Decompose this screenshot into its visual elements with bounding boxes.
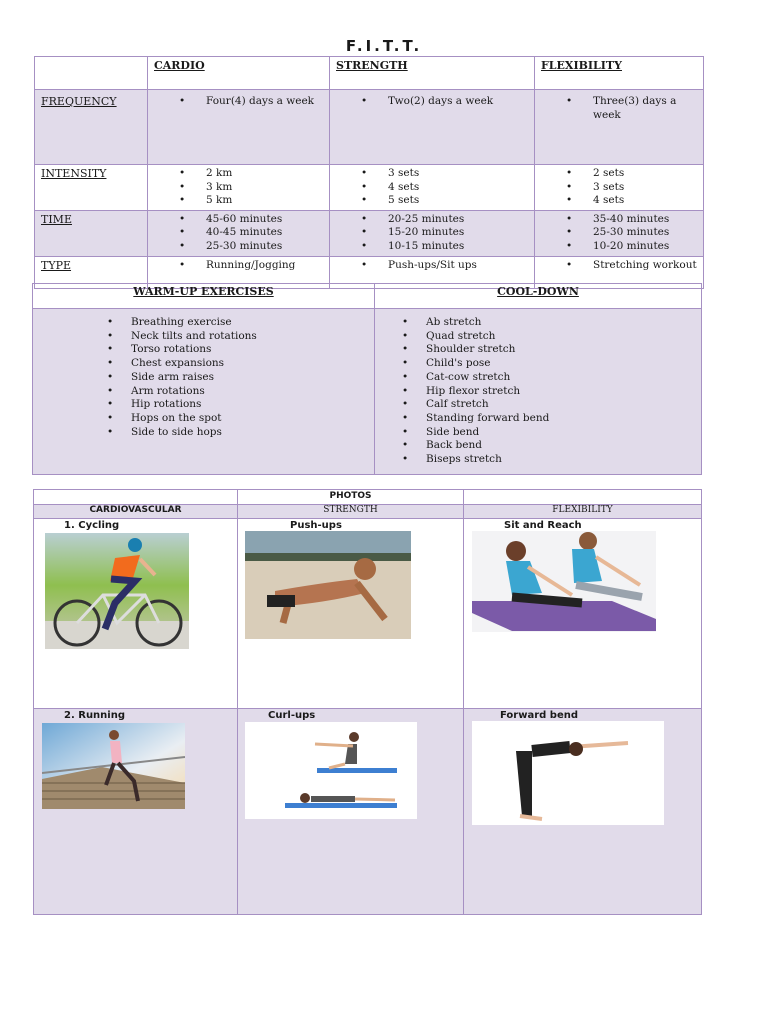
fitt-col-strength: STRENGTH xyxy=(330,57,535,90)
list-item: • Side bend xyxy=(375,426,701,440)
fitt-row-label: TYPE xyxy=(35,256,148,288)
photos-header-row xyxy=(34,505,702,519)
warmup-cooldown-header xyxy=(33,284,702,309)
list-item: • Hip flexor stretch xyxy=(375,385,701,399)
fitt-row-time xyxy=(35,210,704,256)
page-title: F.I.T.T. xyxy=(345,37,423,55)
list-item: • Calf stretch xyxy=(375,398,701,412)
cooldown-list xyxy=(375,316,701,467)
cycling-photo xyxy=(45,533,189,649)
fitt-cell: • 45-60 minutes • 40-45 minutes • 25-30 minutes xyxy=(148,210,330,256)
photo-label: Push-ups xyxy=(290,520,342,531)
photos-table xyxy=(33,489,702,915)
warmup-list xyxy=(33,316,374,439)
photo-label: Sit and Reach xyxy=(504,520,582,531)
photo-cell-sit-and-reach xyxy=(464,519,702,709)
list-item: • Hip rotations xyxy=(33,398,374,412)
photo-label: Curl-ups xyxy=(268,710,316,721)
fitt-row-label: INTENSITY xyxy=(35,165,148,211)
fitt-col-cardio: CARDIO xyxy=(148,57,330,90)
list-item: • Arm rotations xyxy=(33,385,374,399)
photo-cell-running xyxy=(34,709,238,915)
list-item: • Side arm raises xyxy=(33,371,374,385)
cooldown-heading: COOL-DOWN xyxy=(375,284,702,309)
fitt-header-row xyxy=(35,57,704,90)
fitt-row-label: TIME xyxy=(35,210,148,256)
curlups-photo xyxy=(245,722,417,819)
list-item: • Child's pose xyxy=(375,357,701,371)
photos-title-row xyxy=(34,490,702,505)
fitt-cell: • 35-40 minutes • 25-30 minutes • 10-20 minutes xyxy=(535,210,704,256)
list-item: • Torso rotations xyxy=(33,343,374,357)
list-item: • Neck tilts and rotations xyxy=(33,330,374,344)
running-photo xyxy=(42,723,185,809)
photos-col-strength: STRENGTH xyxy=(238,505,464,519)
fitt-col-flexibility: FLEXIBILITY xyxy=(535,57,704,90)
photo-label: 2. Running xyxy=(64,710,126,721)
photos-col-cardio: CARDIOVASCULAR xyxy=(34,505,238,519)
list-item: • Hops on the spot xyxy=(33,412,374,426)
fitt-row-label: FREQUENCY xyxy=(35,90,148,165)
sit-and-reach-photo xyxy=(472,531,656,632)
photo-label: Forward bend xyxy=(500,710,579,721)
list-item: • Side to side hops xyxy=(33,426,374,440)
list-item: • Cat-cow stretch xyxy=(375,371,701,385)
fitt-cell: • Four(4) days a week xyxy=(148,90,330,165)
list-item: • Chest expansions xyxy=(33,357,374,371)
warmup-heading: WARM-UP EXERCISES xyxy=(33,284,375,309)
fitt-cell: • 20-25 minutes • 15-20 minutes • 10-15 minutes xyxy=(330,210,535,256)
list-item: • Breathing exercise xyxy=(33,316,374,330)
photos-title-spacer xyxy=(464,490,702,505)
list-item: • Biseps stretch xyxy=(375,453,701,467)
fitt-cell: • Three(3) days a week xyxy=(535,90,704,165)
list-item: • Ab stretch xyxy=(375,316,701,330)
photo-cell-cycling xyxy=(34,519,238,709)
pushups-photo xyxy=(245,531,411,639)
photo-label: 1. Cycling xyxy=(64,520,120,531)
cooldown-list-cell xyxy=(375,309,702,475)
fitt-row-frequency xyxy=(35,90,704,165)
photos-row-1 xyxy=(34,519,702,709)
fitt-cell: • Running/Jogging xyxy=(148,256,330,288)
list-item: • Back bend xyxy=(375,439,701,453)
fitt-cell: • Push-ups/Sit ups xyxy=(330,256,535,288)
list-item: • Standing forward bend xyxy=(375,412,701,426)
list-item: • Quad stretch xyxy=(375,330,701,344)
fitt-corner-cell xyxy=(35,57,148,90)
photo-cell-pushups xyxy=(238,519,464,709)
warmup-cooldown-table xyxy=(32,283,702,475)
photos-heading: PHOTOS xyxy=(238,490,464,505)
photo-cell-curlups xyxy=(238,709,464,915)
photos-title-spacer xyxy=(34,490,238,505)
fitt-cell: • Two(2) days a week xyxy=(330,90,535,165)
fitt-cell: • Stretching workout xyxy=(535,256,704,288)
fitt-cell: • 3 sets • 4 sets • 5 sets xyxy=(330,165,535,211)
photos-col-flexibility: FLEXIBILITY xyxy=(464,505,702,519)
fitt-table xyxy=(34,56,704,289)
photo-cell-forward-bend xyxy=(464,709,702,915)
forward-bend-photo xyxy=(472,721,664,825)
fitt-cell: • 2 km • 3 km • 5 km xyxy=(148,165,330,211)
list-item: • Shoulder stretch xyxy=(375,343,701,357)
fitt-cell: • 2 sets • 3 sets • 4 sets xyxy=(535,165,704,211)
warmup-list-cell xyxy=(33,309,375,475)
fitt-row-intensity xyxy=(35,165,704,211)
photos-row-2 xyxy=(34,709,702,915)
warmup-cooldown-body xyxy=(33,309,702,475)
